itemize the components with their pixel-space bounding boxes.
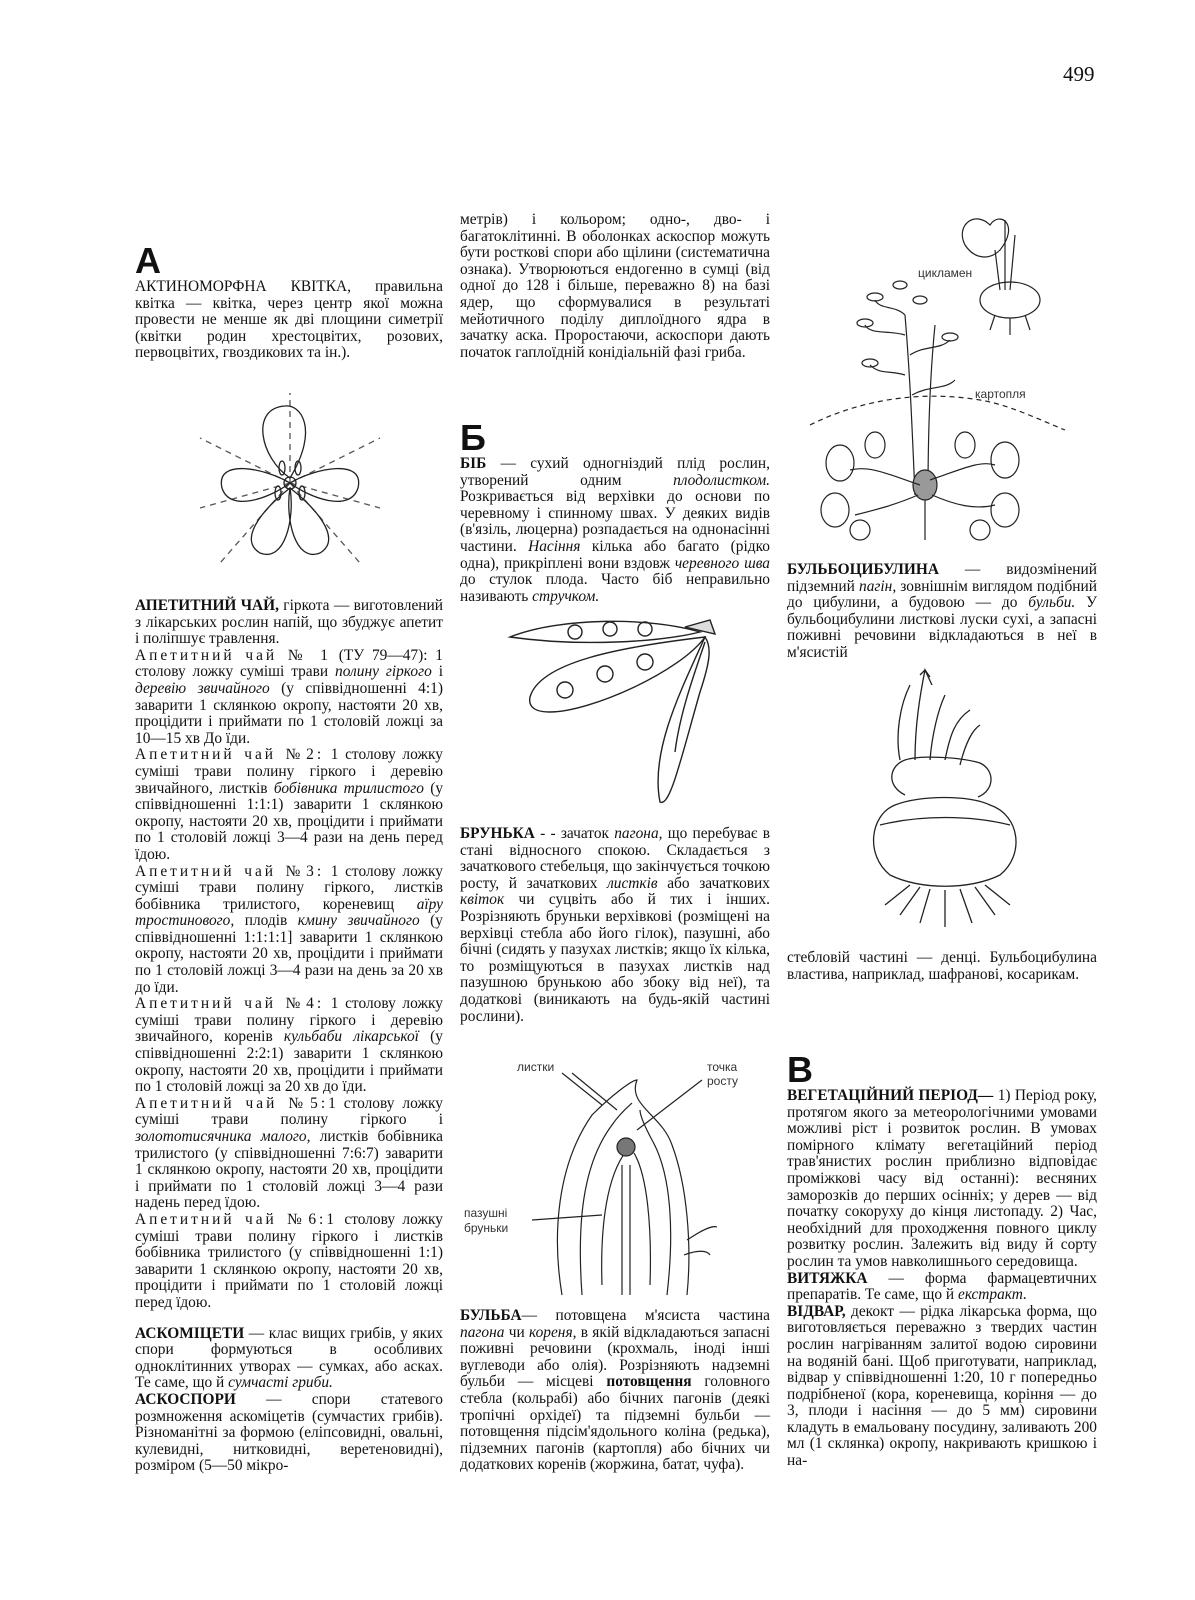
column-2-c (460, 826, 770, 1025)
section-letter-b: Б (460, 417, 486, 458)
entry-vytiazhka: ВИТЯЖКА — форма фармацевтичних препаратів. Те саме, що й екстракт. (787, 1269, 1097, 1304)
entry-askospory: АСКОСПОРИ — спори статевого розмноження аскоміцетів (сумчастих грибів). Різноманітні за формою (еліпсовидні, овальні, кулевидні, нитковидні, веретеновидні), розміром (5—50 мікро- (135, 1390, 443, 1475)
recipe-3: Апетитний чай №3: 1 столову ложку суміші трави полину гіркого, листків бобівника трилистого, кореневищ аїру тростинового, плодів кмину звичайного (у співвідношенні 1:1:1:1] заварити 1 склянкою окропу, настояти 20 хв, процідити і приймати по 1 столовій ложці 3—4 рази на день за 20 хв до їди. (135, 862, 443, 996)
column-2-d (460, 1308, 770, 1474)
page-number: 499 (1063, 62, 1095, 86)
headword: ВЕГЕТАЦІЙНИЙ ПЕРІОД— (787, 1087, 994, 1104)
entry-askospory-continued: метрів) і кольором; одно-, дво- і багатоклітинні. В оболонках аскоспор можуть бути росткові спори або щілини (систематична ознака). Утворюються ендогенно в сумці (від одної до 128 і більше, переважно 8) на базі ядер, що сформувалися в результаті мейотичного поділу диплоїдного ядра в зачатку аска. Проростаючи, аскоспори дають початок гаплоїдній конідіальній фазі гриба. (460, 211, 770, 361)
label-growth-point-2: росту (707, 1074, 738, 1088)
column-1-lower (135, 598, 443, 1475)
recipe-1: Апетитний чай № 1 (ТУ 79—47): 1 столову ложку суміші трави полину гіркого і деревію звичайного (у співвідношенні 4:1) заварити 1 склянкою окропу, настояти 20 хв, процідити і приймати по 1 столовій ложці за 10—15 хв До їди. (135, 646, 443, 747)
bud-figure (462, 1055, 762, 1300)
tuber-plants-figure (800, 205, 1070, 545)
recipe-5: Апетитний чай №5:1 столову ложку суміші трави полину гіркого і золототисячника малого, листків бобівника трилистого (у співвідношенні 7:6:7) заварити 1 склянкою окропу, настояти 20 хв, процідити і приймати по 1 столовій ложці 3—4 рази надень перед їдою. (135, 1094, 443, 1212)
entry-brunka: БРУНЬКА - - зачаток пагона, що перебуває в стані відносного спокою. Складається з зачаткового стебельця, що закінчується точкою росту, й зачаткових листків або зачаткових квіток чи суцвіть або й тих і інших. Розрізняють бруньки верхівкові (розміщені на верхівці стебла або його гілок), пазушні, або бічні (сидять у пазухах листків; якщо їх кілька, то розміщуються в пазухах листків над пазушною брунькою або збоку від неї), та додаткові (виникають на будь-якій частині рослини). (460, 825, 771, 1025)
entry-bulba: БУЛЬБА— потовщена м'ясиста частина пагона чи кореня, в якій відкладаються запасні поживні речовини (крохмаль, іноді інші вуглеводи або олія). Розрізняють надземні бульби — місцеві потовщення головного стебла (кольрабі) або бічних пагонів (деякі тропічні орхідеї) та підземні бульби — потовщення підсім'ядольного коліна (редька), підземних пагонів (картопля) або бічних чи додаткових коренів (жоржина, батат, чуфа). (460, 1307, 770, 1474)
section-letter-v: В (787, 1049, 813, 1090)
label-growth-point-1: точка (707, 1060, 738, 1074)
corm-figure (860, 665, 1030, 930)
entry-vehetatsiinyi-period: ВЕГЕТАЦІЙНИЙ ПЕРІОД— 1) Період року, протягом якого за метеорологічними умовами можливі ріст і розвиток рослин. В умовах помірного клімату вегетаційний період трав'янистих рослин приблизно відповідає проміжкові часу від останні): весняних заморозків до перших осінніх; у дерев — від початку сокоруху до кінця листопаду. 2) Час, необхідний для проходження повного циклу розвитку рослин. Залежить від виду й сорту рослин та умов навколишнього середовища. (787, 1087, 1097, 1270)
recipe-4: Апетитний чай №4: 1 столову ложку суміші трави полину гіркого і деревію звичайного, коренів кульбаби лікарської (у співвідношенні 2:2:1) заварити 1 склянкою окропу, настояти 20 хв, процідити і приймати по 1 столовій ложці за 20 хв до їди. (135, 995, 443, 1096)
label-leaves: листки (517, 1060, 555, 1074)
pea-pod-figure (500, 612, 740, 812)
entry-aktynomorfna: АКТИНОМОРФНА КВІТКА, правильна квітка — квітка, через центр якої можна провести не менше як дві площини симетрії (квітки родин хрестоцвітих, розових, первоцвітих, гвоздикових та ін.). (135, 278, 443, 362)
section-letter-a: А (135, 240, 161, 281)
headword: БІБ (460, 455, 487, 472)
entry-askomitsety: АСКОМІЦЕТИ — клас вищих грибів, у яких спори формуються в особливих одноклітинних утворах — сумках, або асках. Те саме, що й сумчасті гриби. (135, 1324, 443, 1392)
headword: ВІДВАР, (787, 1302, 846, 1320)
headword: ВИТЯЖКА (787, 1269, 868, 1287)
column-3-b (787, 950, 1097, 983)
entry-bib: БІБ — сухий одногніздий плід рослин, утворений одним плодолистком. Розкривається від верхівки до основи по черевному і спинному швах. У деяких видів (в'язіль, люцерна) розпадається на однонасінні частини. Насіння кілька або багато (рідко одна), прикріплені вони вздовж черевного шва до стулок плода. Часто біб неправильно називають стручком. (460, 455, 770, 605)
headword: АПЕТИТНИЙ ЧАЙ, (135, 597, 279, 614)
headword: АКТИНОМОРФНА КВІТКА, (135, 278, 351, 295)
headword: БУЛЬБОЦИБУЛИНА (787, 561, 939, 578)
recipe-6: Апетитний чай №6:1 столову ложку суміші трави полину гіркого і листків бобівника трилистого (у співвідношенні 1:1) заварити 1 склянкою окропу, настояти 20 хв, процідити і приймати по 1 столовій ложці перед їдою. (135, 1210, 443, 1311)
headword: БРУНЬКА (460, 825, 535, 842)
label-axillary-2: бруньки (464, 1221, 509, 1235)
column-2 (460, 212, 770, 361)
headword: АСКОМІЦЕТИ (135, 1324, 245, 1342)
column-2-b (460, 417, 770, 605)
label-axillary-1: пазушні (464, 1206, 508, 1220)
column-3-c (787, 1049, 1097, 1470)
column-3 (787, 562, 1097, 662)
label-cyclamen: цикламен (918, 266, 973, 280)
flower-figure (190, 388, 390, 578)
entry-vidvar: ВІДВАР, декокт — рідка лікарська форма, що виготовляється переважно з твердих частин рослин нагріванням залитої водою сировини на водяній бані. Щоб приготувати, наприклад, відвар у співвідношенні 1:20, 10 г попередньо подрібненої (кора, кореневища, коріння — до 3, плоди і насіння — до 5 мм) сировини кладуть в емальовану посудину, заливають 200 мл (1 склянка) окропу, накривають кришкою і на- (787, 1302, 1097, 1470)
column-1 (135, 240, 443, 362)
entry-apetytnyi-chai: АПЕТИТНИЙ ЧАЙ, гіркота — виготовлений з лікарських рослин напій, що збуджує апетит і поліпшує травлення. (135, 597, 443, 648)
label-potato: картопля (975, 387, 1026, 401)
entry-bulbotsybulyna-continued: стебловій частині — денці. Бульбоцибулина властива, наприклад, шафранові, косарикам. (787, 949, 1097, 983)
entry-bulbotsybulyna: БУЛЬБОЦИБУЛИНА — видозмінений підземний пагін, зовнішнім виглядом подібний до цибулини, а будовою — до бульби. У бульбоцибулини листкові луски сухі, а запасні поживні речовини відкладаються в неї в м'ясистій (787, 561, 1097, 661)
recipe-2: Апетитний чай №2: 1 столову ложку суміші трави полину гіркого і деревію звичайного, листків бобівника трилистого (у співвідношенні 1:1:1) заварити 1 склянкою окропу, настояти 20 хв, процідити і приймати по 1 столовій ложці 3—4 рази на день перед їдою. (135, 746, 444, 863)
headword: АСКОСПОРИ (135, 1390, 236, 1408)
headword: БУЛЬБА (460, 1307, 522, 1324)
